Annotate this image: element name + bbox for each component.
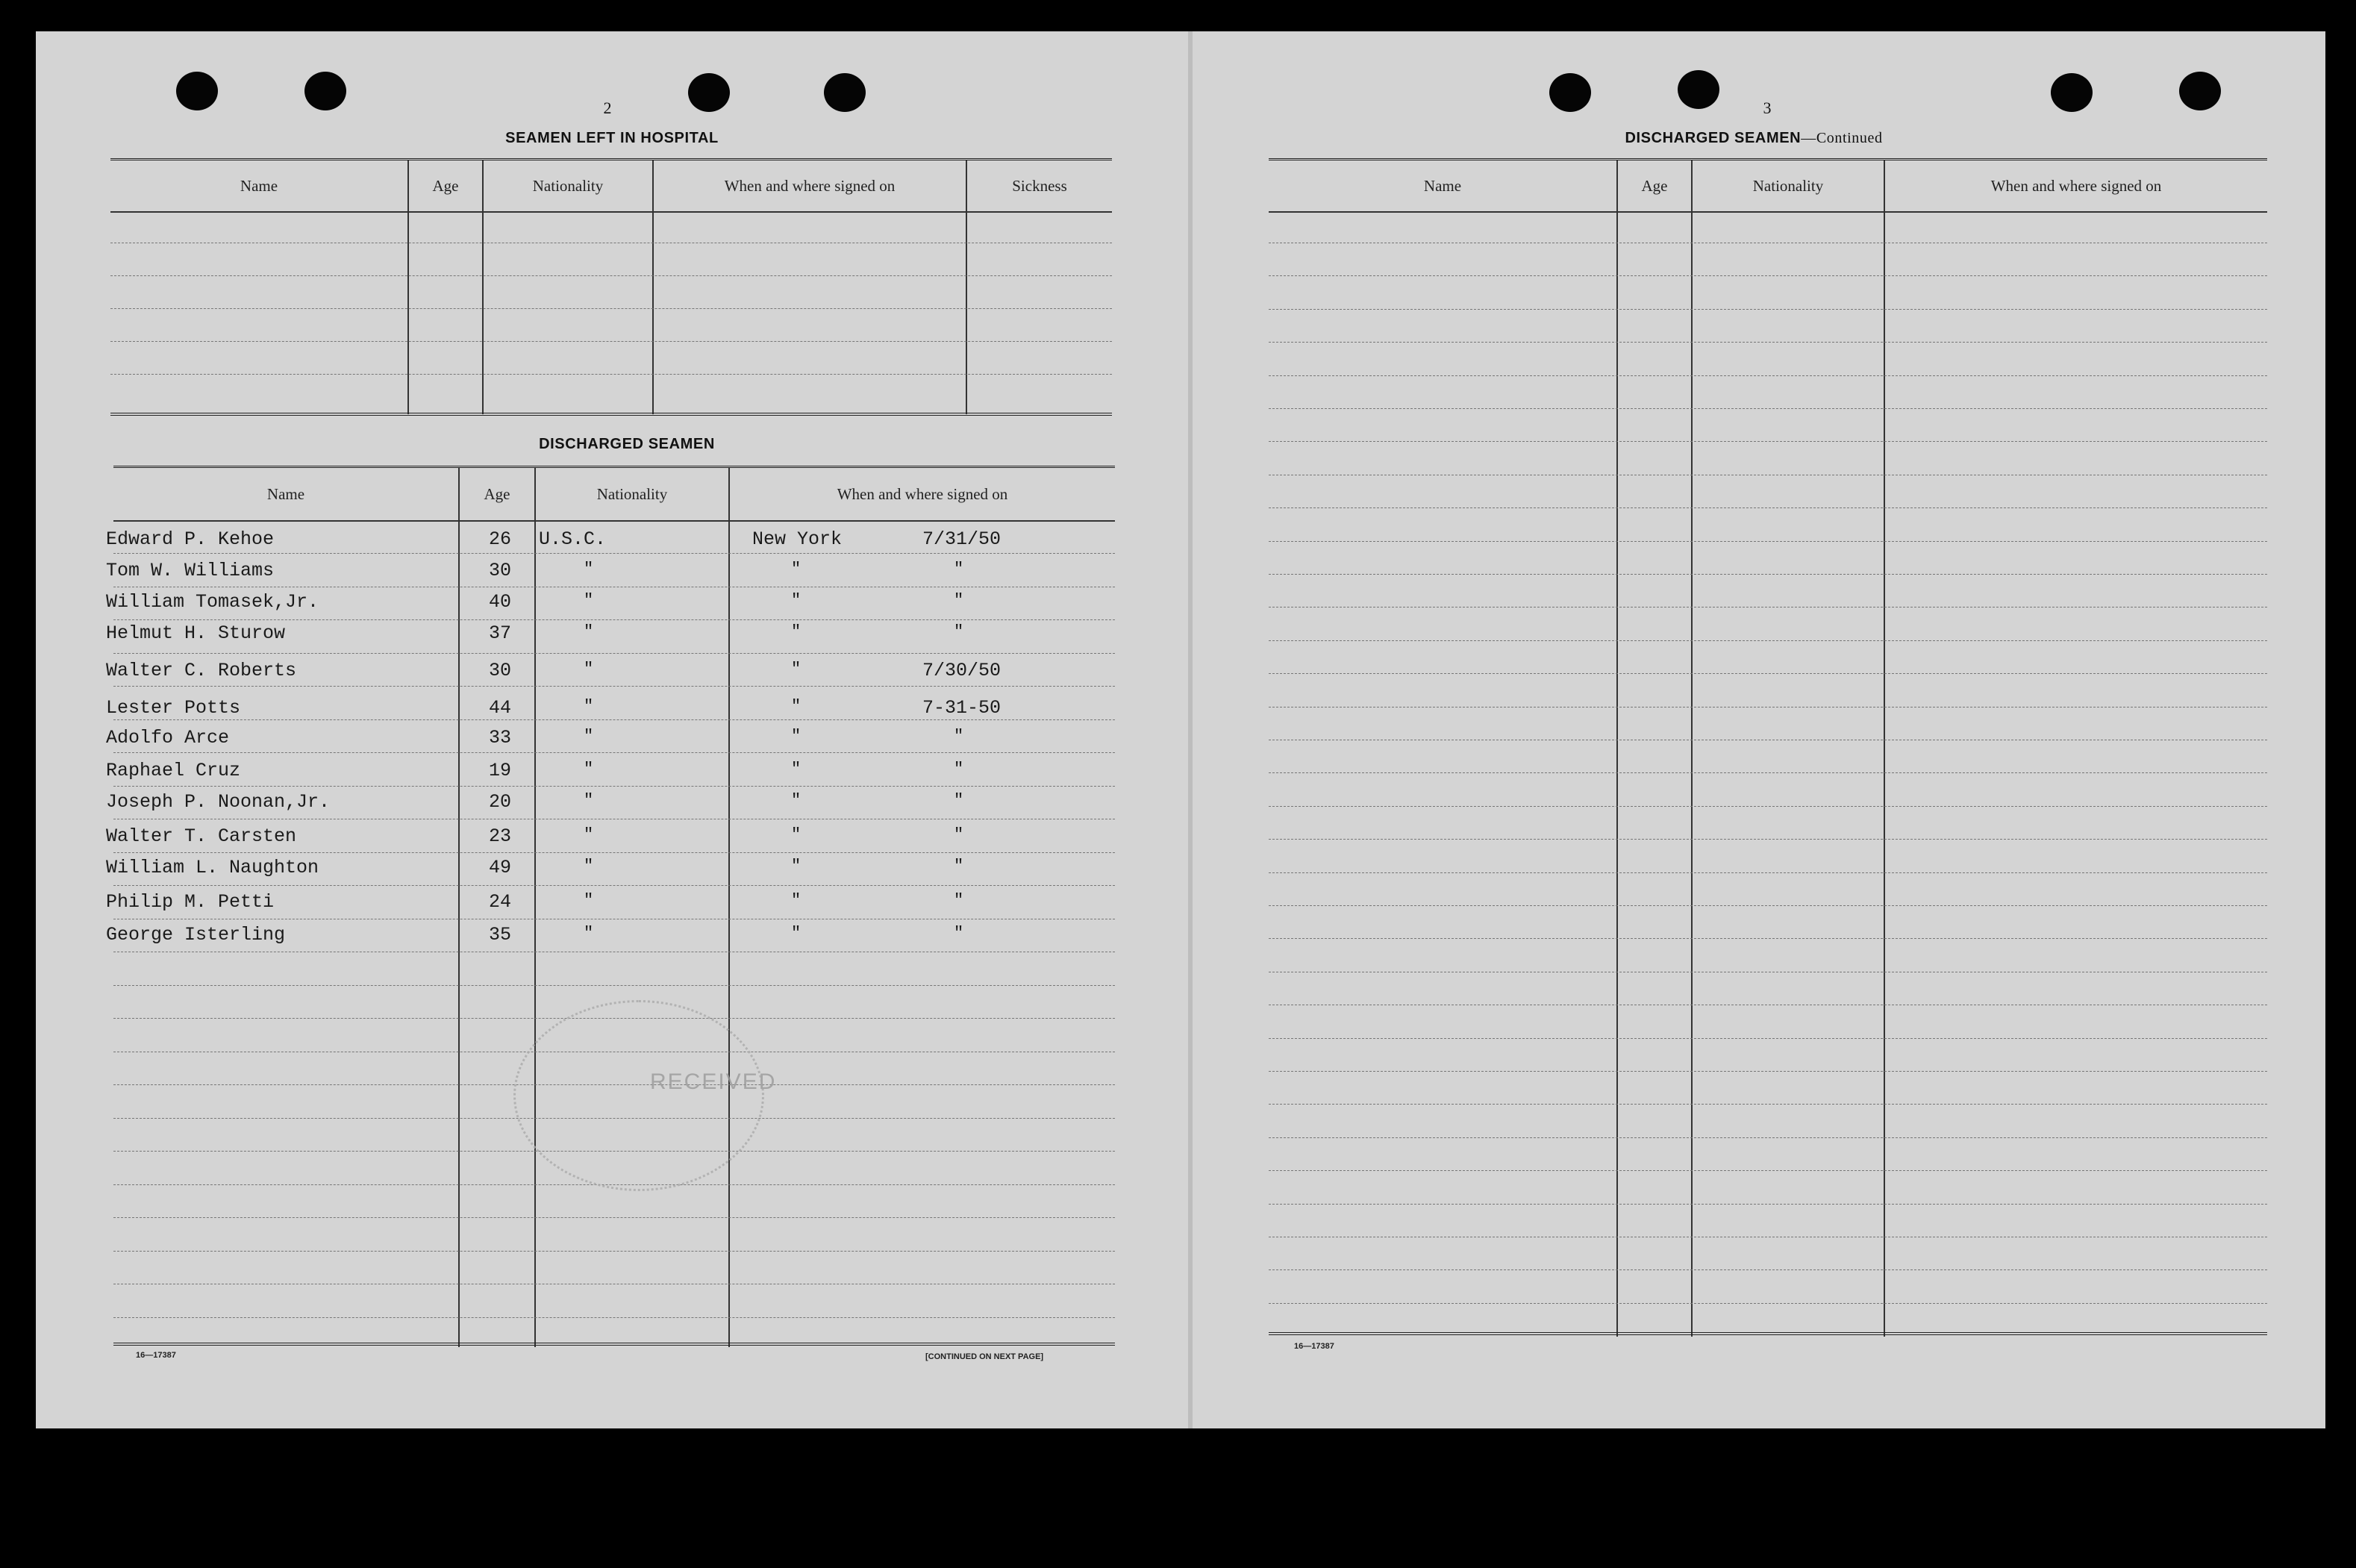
rule-line <box>1269 806 2267 807</box>
punch-hole <box>2051 73 2093 112</box>
table-cell-name: George Isterling <box>106 924 286 946</box>
punch-hole <box>688 73 730 112</box>
table-cell-date: " <box>954 727 964 746</box>
table-cell-age: 33 <box>489 727 512 749</box>
table-cell-where: " <box>791 760 802 778</box>
col-header-name: Name <box>266 484 305 503</box>
table-cell-date: " <box>954 791 964 810</box>
rule-line <box>1269 1071 2267 1072</box>
rule-line <box>1269 309 2267 310</box>
rule-line <box>1269 1170 2267 1171</box>
table-cell-nationality: " <box>584 857 594 875</box>
punch-hole <box>1678 70 1719 109</box>
col-header-name: Name <box>240 176 278 195</box>
table-cell-nationality: " <box>584 560 594 578</box>
col-header-nationality: Nationality <box>1752 176 1824 195</box>
rule-line <box>113 553 1115 554</box>
col-header-age: Age <box>1641 176 1668 195</box>
table-cell-nationality: " <box>584 924 594 943</box>
punch-hole <box>176 72 218 110</box>
rule-line <box>1269 441 2267 442</box>
table-cell-where: " <box>791 857 802 875</box>
table-cell-age: 20 <box>489 791 512 813</box>
rule-line <box>1269 342 2267 343</box>
col-header-signed-on: When and where signed on <box>724 176 896 195</box>
form-number-left: 16—17387 <box>136 1351 176 1360</box>
table-cell-nationality: " <box>584 891 594 910</box>
table-cell-name: Walter T. Carsten <box>106 825 297 847</box>
rule-line <box>113 752 1115 753</box>
table-cell-age: 24 <box>489 891 512 913</box>
page-fold <box>1188 31 1193 1428</box>
table-cell-date: 7-31-50 <box>922 697 1002 719</box>
punch-hole <box>1549 73 1591 112</box>
rule-line <box>1269 541 2267 542</box>
col-header-signed-on: When and where signed on <box>837 484 1008 503</box>
table-cell-nationality: " <box>584 622 594 641</box>
continued-section-title <box>1552 130 1955 147</box>
table-cell-date: " <box>954 622 964 641</box>
table-cell-where: " <box>791 622 802 641</box>
table-cell-age: 35 <box>489 924 512 946</box>
col-header-sickness: Sickness <box>1012 176 1067 195</box>
table-cell-age: 23 <box>489 825 512 847</box>
table-cell-name: Tom W. Williams <box>106 560 275 581</box>
table-cell-name: Adolfo Arce <box>106 727 230 749</box>
table-cell-date: " <box>954 760 964 778</box>
hospital-table <box>110 158 1112 414</box>
discharged-continued-table <box>1269 158 2267 1338</box>
table-cell-where: " <box>791 891 802 910</box>
table-cell-nationality: U.S.C. <box>539 528 607 550</box>
col-header-nationality: Nationality <box>532 176 604 195</box>
table-cell-nationality: " <box>584 791 594 810</box>
table-cell-name: Walter C. Roberts <box>106 660 297 681</box>
received-stamp <box>513 1000 777 1191</box>
discharged-section-title: DISCHARGED SEAMEN <box>539 436 715 452</box>
rule-line <box>1269 574 2267 575</box>
table-cell-date: " <box>954 560 964 578</box>
col-header-age: Age <box>484 484 510 503</box>
continued-title-main: DISCHARGED SEAMEN <box>1625 130 1802 146</box>
table-cell-nationality: " <box>584 591 594 610</box>
table-cell-where: " <box>791 591 802 610</box>
rule-line <box>1269 1104 2267 1105</box>
table-cell-date: 7/30/50 <box>922 660 1002 681</box>
table-cell-age: 37 <box>489 622 512 644</box>
continued-note: [CONTINUED ON NEXT PAGE] <box>925 1352 1044 1361</box>
rule-line <box>1269 673 2267 674</box>
punch-hole <box>2179 72 2221 110</box>
table-cell-date: " <box>954 591 964 610</box>
table-cell-nationality: " <box>584 825 594 844</box>
table-cell-age: 49 <box>489 857 512 878</box>
table-cell-date: " <box>954 825 964 844</box>
continued-title-suffix: —Continued <box>1801 130 1883 146</box>
rule-line <box>1269 507 2267 508</box>
table-cell-nationality: " <box>584 727 594 746</box>
rule-line <box>113 719 1115 720</box>
rule-line <box>1269 1303 2267 1304</box>
rule-line <box>113 1317 1115 1318</box>
rule-line <box>113 1251 1115 1252</box>
table-cell-name: Raphael Cruz <box>106 760 241 781</box>
table-cell-nationality: " <box>584 760 594 778</box>
rule-line <box>113 985 1115 986</box>
table-cell-where: " <box>791 697 802 716</box>
table-cell-date: " <box>954 924 964 943</box>
page-number-left: 2 <box>603 99 612 117</box>
table-cell-name: Philip M. Petti <box>106 891 275 913</box>
rule-line <box>1269 375 2267 376</box>
stamp-text: RECEIVED <box>650 1069 777 1094</box>
rule-line <box>113 686 1115 687</box>
rule-line <box>1269 640 2267 641</box>
rule-line <box>1269 872 2267 873</box>
table-cell-date: 7/31/50 <box>922 528 1002 550</box>
table-cell-where: " <box>791 660 802 678</box>
rule-line <box>1269 1038 2267 1039</box>
col-header-age: Age <box>432 176 459 195</box>
rule-line <box>1269 905 2267 906</box>
table-cell-name: Helmut H. Sturow <box>106 622 286 644</box>
col-header-signed-on: When and where signed on <box>1990 176 2162 195</box>
form-number-right: 16—17387 <box>1294 1342 1334 1351</box>
page-number-right: 3 <box>1763 99 1772 117</box>
rule-line <box>1269 1204 2267 1205</box>
table-cell-age: 40 <box>489 591 512 613</box>
table-cell-where: " <box>791 727 802 746</box>
col-header-nationality: Nationality <box>596 484 668 503</box>
rule-line <box>1269 1137 2267 1138</box>
rule-line <box>1269 1269 2267 1270</box>
rule-line <box>1269 839 2267 840</box>
table-cell-where: " <box>791 825 802 844</box>
rule-line <box>1269 707 2267 708</box>
table-cell-name: Lester Potts <box>106 697 241 719</box>
table-cell-age: 19 <box>489 760 512 781</box>
rule-line <box>1269 938 2267 939</box>
rule-line <box>1269 408 2267 409</box>
col-header-name: Name <box>1423 176 1462 195</box>
table-cell-name: William L. Naughton <box>106 857 319 878</box>
table-cell-name: William Tomasek,Jr. <box>106 591 319 613</box>
punch-hole <box>824 73 866 112</box>
table-cell-age: 30 <box>489 560 512 581</box>
hospital-section-title: SEAMEN LEFT IN HOSPITAL <box>505 130 719 146</box>
table-cell-age: 26 <box>489 528 512 550</box>
rule-line <box>1269 772 2267 773</box>
table-cell-where: " <box>791 560 802 578</box>
rule-line <box>113 885 1115 886</box>
table-cell-where: " <box>791 791 802 810</box>
table-cell-name: Joseph P. Noonan,Jr. <box>106 791 331 813</box>
table-cell-nationality: " <box>584 697 594 716</box>
table-cell-date: " <box>954 891 964 910</box>
table-cell-nationality: " <box>584 660 594 678</box>
rule-line <box>113 786 1115 787</box>
table-cell-where: New York <box>752 528 843 550</box>
table-cell-where: " <box>791 924 802 943</box>
rule-line <box>1269 275 2267 276</box>
table-cell-name: Edward P. Kehoe <box>106 528 275 550</box>
rule-line <box>113 1217 1115 1218</box>
rule-line <box>113 852 1115 853</box>
table-cell-age: 44 <box>489 697 512 719</box>
table-cell-date: " <box>954 857 964 875</box>
punch-hole <box>304 72 346 110</box>
table-cell-age: 30 <box>489 660 512 681</box>
rule-line <box>113 619 1115 620</box>
rule-line <box>113 653 1115 654</box>
